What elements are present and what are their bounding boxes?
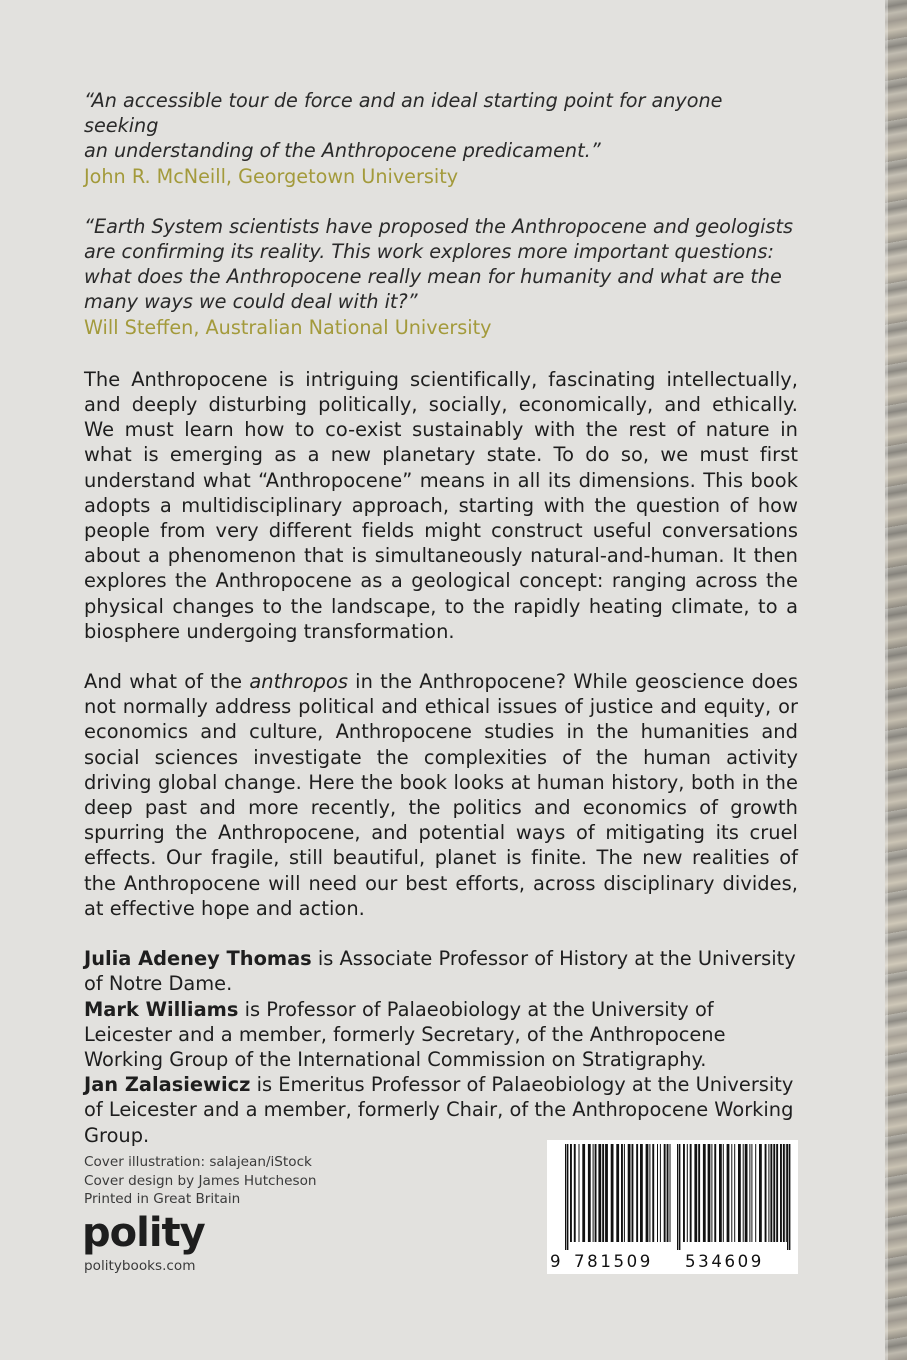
- barcode-bar: [646, 1144, 649, 1242]
- barcode-bar: [719, 1144, 722, 1242]
- barcode-bar: [660, 1144, 661, 1242]
- barcode-bar: [579, 1144, 580, 1242]
- blurb-quote-2: [84, 214, 798, 315]
- barcode-bar: [640, 1144, 643, 1242]
- barcode-bar: [602, 1144, 604, 1242]
- barcode-guard-bar: [567, 1144, 568, 1250]
- barcode-guard-bar: [677, 1144, 678, 1250]
- barcode-bar: [734, 1144, 735, 1242]
- barcode-bar: [598, 1144, 601, 1242]
- quote-2-line-1: “Earth System scientists have proposed the Anthropocene and geologists: [84, 214, 793, 238]
- barcode-guard-bar: [679, 1144, 680, 1250]
- isbn-barcode: [547, 1140, 798, 1274]
- publisher-url: politybooks.com: [84, 1258, 196, 1274]
- barcode-bar: [786, 1144, 787, 1242]
- barcode-guard-bar: [565, 1144, 566, 1250]
- barcode-bar: [751, 1144, 752, 1242]
- barcode-guard-bar: [787, 1144, 788, 1250]
- barcode-bar: [582, 1144, 585, 1242]
- paragraph-2-italic-term: anthropos: [249, 670, 348, 694]
- barcode-bar: [723, 1144, 724, 1242]
- author-name: Jan Zalasiewicz: [84, 1073, 251, 1097]
- barcode-bar: [664, 1144, 666, 1242]
- barcode-bar: [698, 1144, 700, 1242]
- barcode-bar: [711, 1144, 712, 1242]
- credit-design: Cover design by James Hutcheson: [84, 1172, 317, 1189]
- description-paragraph-2: [84, 669, 798, 921]
- barcode-digits: [547, 1252, 798, 1272]
- barcode-bar: [667, 1144, 669, 1242]
- barcode-bar: [755, 1144, 756, 1242]
- paragraph-2-start: And what of the: [84, 670, 250, 694]
- barcode-bar: [768, 1144, 769, 1242]
- barcode-digit-lead: 9: [550, 1252, 561, 1271]
- barcode-bar: [628, 1144, 631, 1242]
- barcode-bar: [690, 1144, 692, 1242]
- barcode-bar: [776, 1144, 778, 1242]
- author-bio: [84, 997, 798, 1073]
- barcode-bar: [687, 1144, 688, 1242]
- barcode-bar: [570, 1144, 572, 1242]
- back-cover-content: [84, 88, 798, 1148]
- credit-printed: Printed in Great Britain: [84, 1191, 241, 1208]
- author-bio-text: is Emeritus Professor of Palaeobiology at the University of Leicester and a member, formerly Chair, of the Anthropocene Working Group.: [84, 1073, 794, 1147]
- cover-credits: [84, 1153, 384, 1209]
- barcode-bar: [624, 1144, 625, 1242]
- barcode-bar: [616, 1144, 619, 1242]
- barcode-bar: [593, 1144, 594, 1242]
- polity-logo: polity: [82, 1210, 205, 1256]
- author-bio-text: is Professor of Palaeobiology at the University of Leicester and a member, formerly Secretary, of the Anthropocene Working Group of the International Commission on Stratigraphy.: [84, 997, 726, 1071]
- author-name: Mark Williams: [84, 997, 239, 1021]
- barcode-bar: [765, 1144, 767, 1242]
- barcode-bar: [574, 1144, 576, 1242]
- cover-edge-rock-texture: [885, 0, 907, 1360]
- barcode-bar: [783, 1144, 785, 1242]
- barcode-bar: [749, 1144, 750, 1242]
- paragraph-2-rest: in the Anthropocene? While geoscience does not normally address political and ethical issues of justice and equity, or economics and culture, Anthropocene studies in the humanities and social sciences investigate the complexities of the human activity driving global change. Here the book looks at human history, both in the deep past and more recently, the politics and economics of growth spurring the Anthropocene, and potential ways of mitigating its cruel effects. Our fragile, still beautiful, planet is finite. The new realities of the Anthropocene will need our best efforts, across disciplinary divides, at effective hope and action.: [84, 670, 799, 920]
- barcode-bar: [731, 1144, 732, 1242]
- barcode-guard-bar: [789, 1144, 790, 1250]
- barcode-bar: [588, 1144, 591, 1242]
- author-bio: [84, 946, 798, 996]
- barcode-bar: [605, 1144, 608, 1242]
- quote-1-line-1: “An accessible tour de force and an ideal starting point for anyone seeking: [84, 89, 723, 138]
- barcode-bar: [652, 1144, 654, 1242]
- barcode-bar: [703, 1144, 706, 1242]
- barcode-bar: [657, 1144, 658, 1242]
- author-bios: [84, 946, 798, 1148]
- quote-2-attribution: Will Steffen, Australian National University: [84, 315, 492, 339]
- barcode-bar: [649, 1144, 650, 1242]
- barcode-bar: [632, 1144, 634, 1242]
- quote-1-line-2: an understanding of the Anthropocene predicament.”: [84, 139, 601, 163]
- barcode-bar: [708, 1144, 711, 1242]
- description-paragraph-1: The Anthropocene is intriguing scientifically, fascinating intellectually, and deeply disturbing politically, socially, economically, and ethically. We must learn how to co-exist sustainably with the rest of nature in what is emerging as a new planetary state. To do so, we must first understand what “Anthropocene” means in all its dimensions. This book adopts a multidisciplinary approach, starting with the question of how people from very different fields might construct useful conversations about a phenomenon that is simultaneously natural-and-human. It then explores the Anthropocene as a geological concept: ranging across the physical changes to the landscape, to the rapidly heating climate, to a biosphere undergoing transformation.: [84, 367, 798, 643]
- quote-2-line-2: are confirming its reality. This work explores more important questions:: [84, 240, 774, 264]
- barcode-bar: [727, 1144, 730, 1242]
- barcode-bar: [773, 1144, 775, 1242]
- blurb-quote-1: [84, 88, 798, 164]
- barcode-bar: [738, 1144, 741, 1242]
- barcode-bar: [611, 1144, 614, 1242]
- barcode-bar: [714, 1144, 716, 1242]
- barcode-bars: [547, 1140, 798, 1252]
- author-bio: [84, 1072, 798, 1148]
- barcode-bar: [759, 1144, 762, 1242]
- barcode-bar: [745, 1144, 748, 1242]
- quote-2-line-3: what does the Anthropocene really mean for humanity and what are the: [84, 265, 782, 289]
- author-name: Julia Adeney Thomas: [84, 947, 312, 971]
- author-bio-text: is Associate Professor of History at the University of Notre Dame.: [84, 947, 796, 996]
- barcode-digit-group-left: 781509: [574, 1252, 653, 1271]
- barcode-bar: [694, 1144, 697, 1242]
- barcode-bar: [780, 1144, 782, 1242]
- barcode-bar: [595, 1144, 597, 1242]
- barcode-bar: [636, 1144, 638, 1242]
- barcode-bar: [683, 1144, 685, 1242]
- barcode-bar: [621, 1144, 623, 1242]
- barcode-bar: [670, 1144, 671, 1242]
- barcode-bar: [770, 1144, 772, 1242]
- barcode-bar: [743, 1144, 744, 1242]
- quote-2-line-4: many ways we could deal with it?”: [84, 290, 418, 314]
- quote-1-attribution: John R. McNeill, Georgetown University: [84, 164, 459, 188]
- barcode-digit-group-right: 534609: [685, 1252, 764, 1271]
- credit-illustration: Cover illustration: salajean/iStock: [84, 1154, 312, 1170]
